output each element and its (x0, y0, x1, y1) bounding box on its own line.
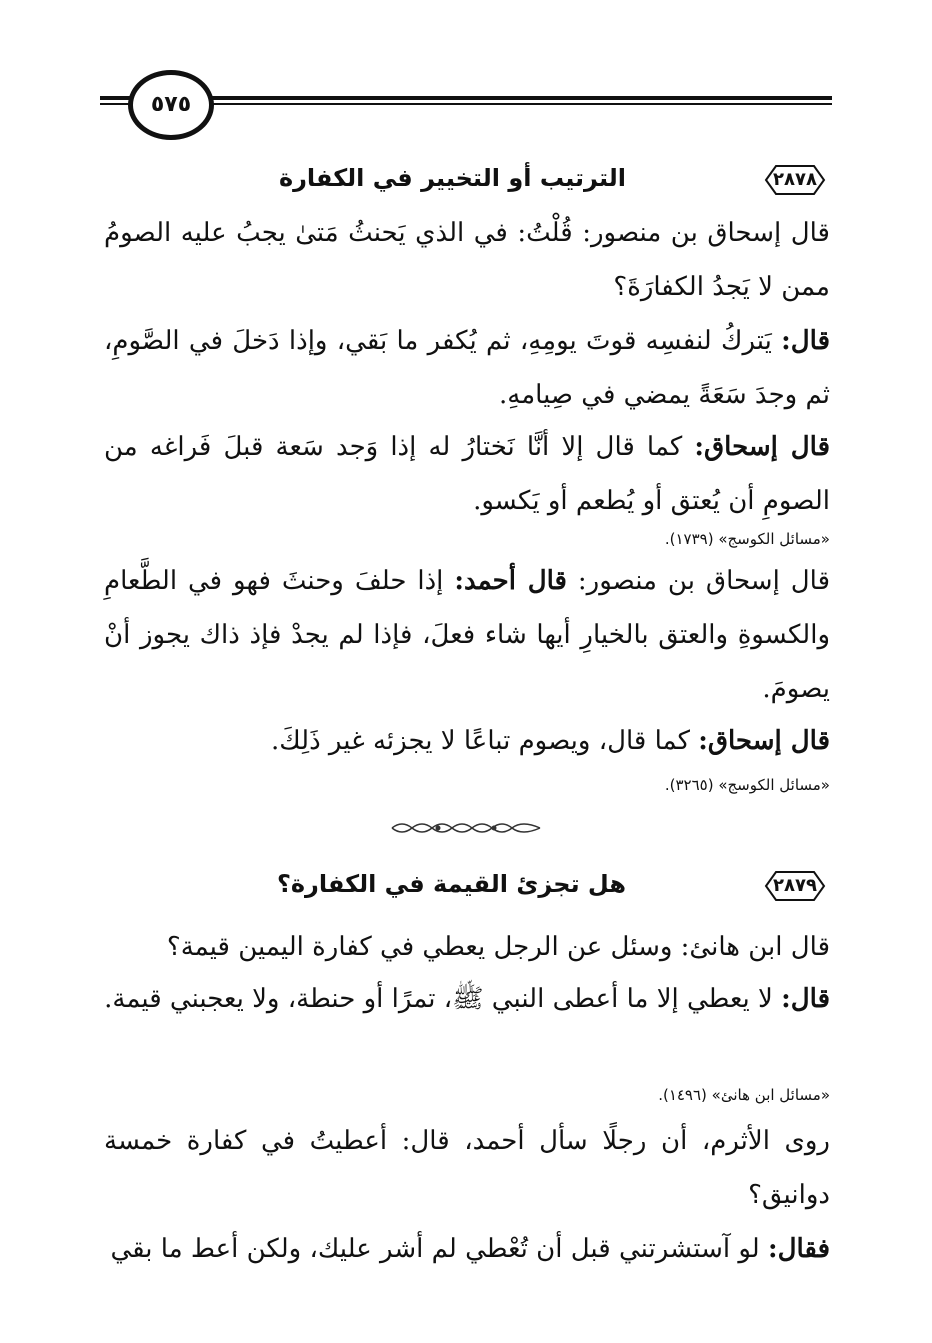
citation: «مسائل الكوسج» (٣٢٦٥). (664, 776, 830, 794)
section-number-badge (762, 160, 828, 200)
speaker-label: فقال: (768, 1234, 830, 1264)
citation: «مسائل الكوسج» (١٧٣٩). (664, 530, 830, 548)
speaker-label: قال: (781, 326, 831, 356)
paragraph-text: قال ابن هانئ: وسئل عن الرجل يعطي في كفارة اليمين قيمة؟ (166, 932, 830, 962)
section-number-badge (762, 866, 828, 906)
section-title: هل تجزئ القيمة في الكفارة؟ (276, 870, 626, 898)
section-title: الترتيب أو التخيير في الكفارة (278, 164, 626, 192)
speaker-label: قال إسحاق: (698, 726, 830, 756)
paragraph (104, 420, 830, 528)
citation: «مسائل ابن هانئ» (١٤٩٦). (658, 1086, 830, 1104)
speaker-label: قال إسحاق: (694, 432, 831, 462)
paragraph-text: قال إسحاق بن منصور: (577, 566, 831, 596)
paragraph (104, 920, 830, 974)
divider-ornament-icon (390, 818, 542, 838)
paragraph-text: كما قال، ويصوم تباعًا لا يجزئه غير ذَلِكَ. (270, 726, 690, 756)
page-number: ٥٧٥ (128, 70, 214, 140)
paragraph (104, 554, 830, 716)
paragraph (104, 314, 830, 422)
paragraph (104, 206, 830, 314)
paragraph (104, 714, 830, 768)
paragraph-text: يَتركُ لنفسِه قوتَ يومِهِ، ثم يُكفر ما بَقي، وإذا دَخلَ في الصَّومِ، ثم وجدَ سَعَةً يمضي في صِيامهِ. (104, 326, 830, 410)
section-number: ٢٨٧٩ (773, 875, 817, 896)
paragraph-text: قال إسحاق بن منصور: قُلْتُ: في الذي يَحنثُ مَتىٰ يجبُ عليه الصومُ ممن لا يَجدُ الكفارَةَ؟ (104, 218, 830, 302)
speaker-label: قال أحمد: (454, 566, 567, 596)
paragraph-text: روى الأثرم، أن رجلًا سأل أحمد، قال: أعطيتُ في كفارة خمسة دوانيق؟ (104, 1126, 830, 1210)
paragraph-text: كما قال إلا أنَّا نَختارُ له إذا وَجد سَعة قبلَ فَراغه من الصومِ أن يُعتق أو يُطعم أو يَكسو. (104, 432, 830, 516)
paragraph (104, 972, 830, 1026)
speaker-label: قال: (781, 984, 830, 1014)
paragraph (104, 1222, 830, 1276)
section-number: ٢٨٧٨ (773, 169, 817, 190)
paragraph-text: لا يعطي إلا ما أعطى النبي ﷺ، تمرًا أو حنطة، ولا يعجبني قيمة. (104, 984, 773, 1014)
paragraph-text: لو آستشرتني قبل أن تُعْطي لم أشر عليك، ولكن أعط ما بقي (110, 1234, 760, 1264)
paragraph-text: إذا حلفَ وحنثَ فهو في الطَّعامِ والكسوةِ والعتق بالخيارِ أيها شاء فعلَ، فإذا لم يجدْ فإذ ذاك يجوز أنْ يصومَ. (104, 566, 830, 704)
paragraph (104, 1114, 830, 1222)
